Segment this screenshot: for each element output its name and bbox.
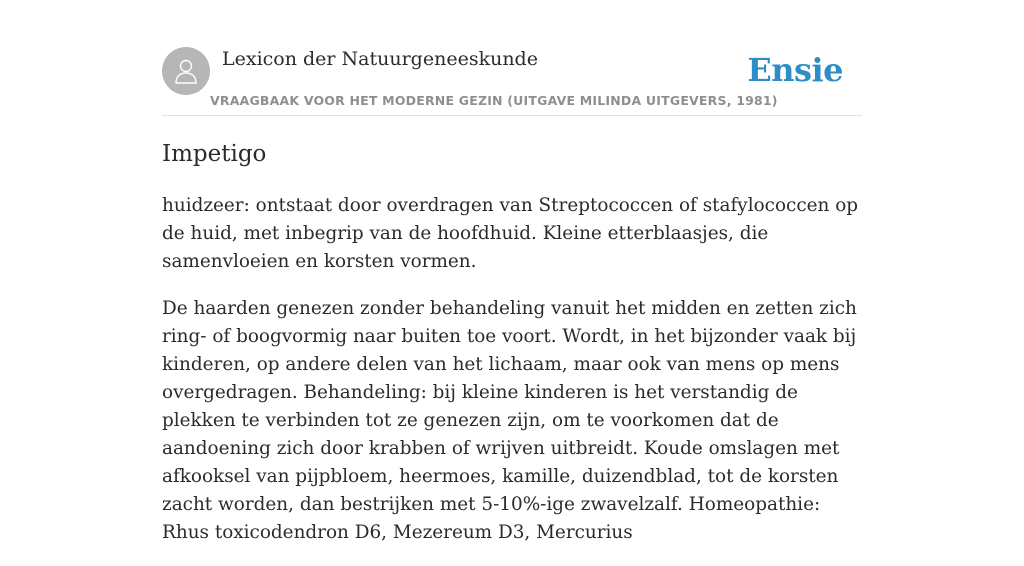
article-paragraph: De haarden genezen zonder behandeling vanuit het midden en zetten zich ring- of boogvormig naar buiten toe voort. Wordt, in het bijzonder vaak bij kinderen, op andere delen van het lichaam, maar ook van mens op mens overgedragen. Behandeling: bij kleine kinderen is het verstandig de plekken te verbinden tot ze genezen zijn, om te voorkomen dat de aandoening zich door krabben of wrijven uitbreidt. Koude omslagen met afkooksel van pijpbloem, heermoes, kamille, duizendblad, tot de korsten zacht worden, dan bestrijken met 5-10%-ige zwavelzalf. Homeopathie: Rhus toxicodendron D6, Mezereum D3, Mercurius [162,298,857,543]
source-avatar[interactable] [162,47,210,95]
source-header [162,47,862,116]
source-subtitle: VRAAGBAAK VOOR HET MODERNE GEZIN (UITGAVE MILINDA UITGEVERS, 1981) [210,93,778,108]
article-paragraph: huidzeer: ontstaat door overdragen van Streptococcen of stafylococcen op de huid, met inbegrip van de hoofdhuid. Kleine etterblaasjes, die samenvloeien en korsten vormen. [162,195,859,272]
user-icon [171,56,201,86]
source-title[interactable]: Lexicon der Natuurgeneeskunde [222,48,538,70]
brand-logo[interactable]: Ensie [747,51,843,89]
article-body [162,192,862,566]
article-title: Impetigo [162,141,267,167]
